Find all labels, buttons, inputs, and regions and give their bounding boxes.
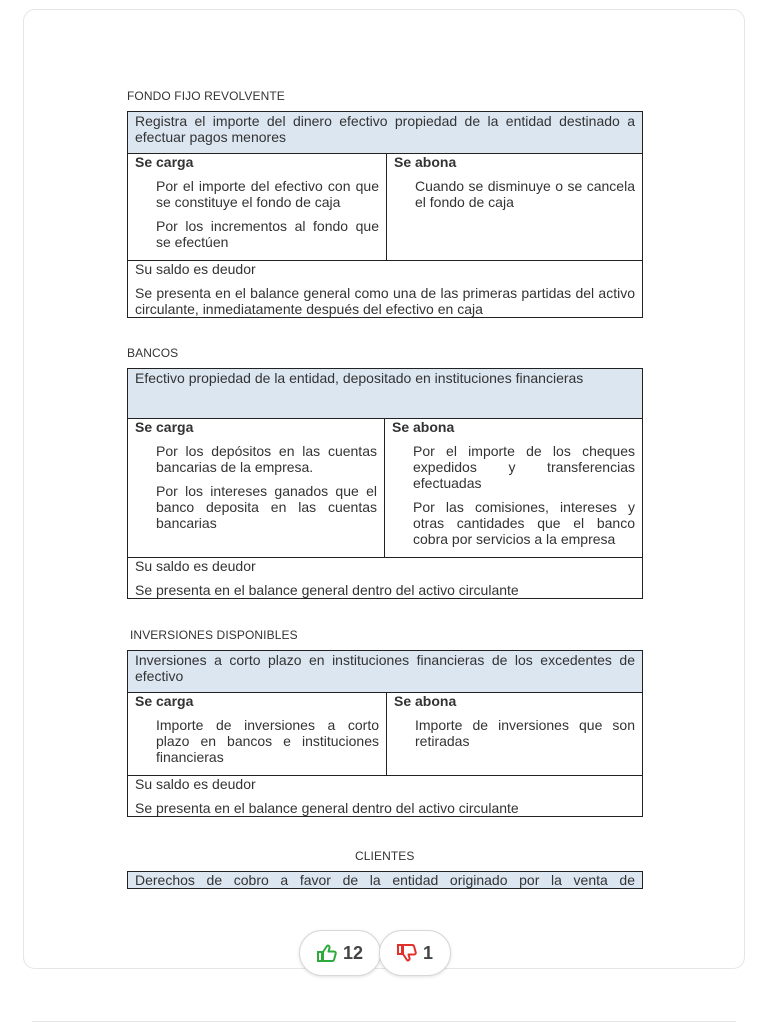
abona-label: Se abona [394,693,457,709]
saldo-text: Su saldo es deudor [135,261,256,277]
downvote-button[interactable] [379,930,451,976]
saldo-text: Su saldo es deudor [135,558,256,574]
presenta-text: Se presenta en el balance general dentro del activo circulante [135,800,519,816]
carga-column [128,154,387,261]
section-title-inversiones: INVERSIONES DISPONIBLES [130,628,298,642]
downvote-count: 1 [422,942,433,963]
carga-item: Por los incrementos al fondo que se efectúen [156,218,379,250]
account-summary [128,776,643,817]
thumbs-up-icon [317,944,337,962]
upvote-button[interactable] [299,930,381,976]
section-title-clientes: CLIENTES [355,849,415,863]
account-summary [128,261,643,318]
presenta-text: Se presenta en el balance general como una de las primeras partidas del activo circulante, inmediatamente después del efectivo en caja [135,285,635,317]
abona-item: Por las comisiones, intereses y otras cantidades que el banco cobra por servicios a la empresa [413,499,635,547]
carga-label: Se carga [135,419,194,435]
abona-column [387,154,643,261]
presenta-text: Se presenta en el balance general dentro del activo circulante [135,582,519,598]
saldo-text: Su saldo es deudor [135,776,256,792]
abona-label: Se abona [394,154,457,170]
thumbs-down-icon [397,944,417,962]
abona-item: Cuando se disminuye o se cancela el fondo de caja [415,178,635,210]
carga-item: Por el importe del efectivo con que se constituye el fondo de caja [156,178,379,210]
section-title-fondo-fijo: FONDO FIJO REVOLVENTE [127,89,285,103]
section-title-bancos: BANCOS [127,346,179,360]
carga-item: Por los depósitos en las cuentas bancarias de la empresa. [156,443,377,475]
account-description: Registra el importe del dinero efectivo propiedad de la entidad destinado a efectuar pagos menores [128,112,643,154]
abona-column [385,419,643,558]
account-table-bancos [127,368,643,599]
account-table-fondo-fijo [127,111,643,318]
account-table-inversiones [127,650,643,817]
footer-divider [32,1021,736,1022]
account-description: Derechos de cobro a favor de la entidad originado por la venta de [128,872,643,889]
abona-item: Importe de inversiones que son retiradas [415,717,635,749]
carga-label: Se carga [135,693,194,709]
account-description: Efectivo propiedad de la entidad, depositado en instituciones financieras [128,369,643,419]
account-summary [128,558,643,599]
vote-bar [299,930,451,978]
carga-column [128,419,385,558]
carga-column [128,693,387,776]
carga-item: Importe de inversiones a corto plazo en bancos e instituciones financieras [156,717,379,765]
carga-label: Se carga [135,154,194,170]
abona-column [387,693,643,776]
abona-label: Se abona [392,419,455,435]
account-table-clientes [127,871,643,889]
carga-item: Por los intereses ganados que el banco deposita en las cuentas bancarias [156,483,377,531]
abona-item: Por el importe de los cheques expedidos y transferencias efectuadas [413,443,635,491]
upvote-count: 12 [342,942,364,963]
account-description: Inversiones a corto plazo en instituciones financieras de los excedentes de efectivo [128,651,643,693]
